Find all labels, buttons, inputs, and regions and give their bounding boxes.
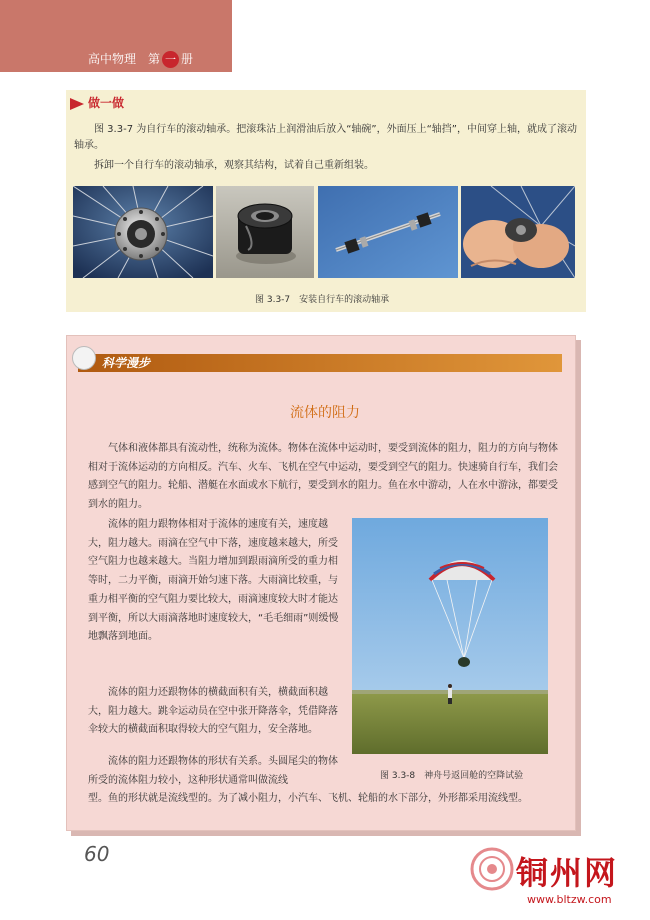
figure-caption-3-3-8: 图 3.3-8 神舟号返回舱的空降试验 xyxy=(380,771,524,781)
essay-paragraph-4b: 型。鱼的形状就是流线型的。为了减小阻力，小汽车、飞机、轮船的水下部分，外形都采用流线型。 xyxy=(88,793,528,804)
photo-hands-illustration xyxy=(461,186,575,278)
page-number: 60 xyxy=(84,842,110,866)
arrow-right-icon xyxy=(70,98,84,110)
essay-paragraph-4a: 流体的阻力还跟物体的形状有关系。头圆尾尖的物体所受的流体阻力较小，这种形状通常叫做流线 xyxy=(88,756,338,786)
photo-bearing-cup xyxy=(216,186,314,278)
book-title xyxy=(88,50,193,68)
watermark-logo xyxy=(470,847,514,891)
photo-parachute-test xyxy=(352,518,548,754)
photo-hands-assembling xyxy=(461,186,575,278)
figure-caption-3-3-7: 图 3.3-7 安装自行车的滚动轴承 xyxy=(255,295,390,305)
activity-paragraph-2: 拆卸一个自行车的滚动轴承，观察其结构，试着自己重新组装。 xyxy=(94,160,374,171)
essay-paragraph-1: 气体和液体都具有流动性，统称为流体。物体在流体中运动时，要受到流体的阻力，阻力的方向与物体相对于流体运动的方向相反。汽车、火车、飞机在空气中运动，要受到空气的阻力。快速骑自行车，我们会感到空气的阻力。轮船、潜艇在水面或水下航行，要受到水的阻力。鱼在水中游动，人在水中游泳，都要受到水的阻力。 xyxy=(88,443,558,511)
essay-paragraph-2: 流体的阻力跟物体相对于流体的速度有关，速度越大，阻力越大。雨滴在空气中下落，速度越来越大，所受空气阻力也越来越大。当阻力增加到跟雨滴所受的重力相等时，二力平衡，雨滴开始匀速下落。大雨滴比较重，与重力相平衡的空气阻力要比较大，雨滴速度较大时才能达到平衡，所以大雨滴落地时速度较大，“毛毛细雨”则缓慢地飘落到地面。 xyxy=(88,519,339,643)
photo-axle xyxy=(318,186,458,278)
essay-title: 流体的阻力 xyxy=(290,405,360,421)
section-label: 科学漫步 xyxy=(102,356,151,370)
photo-parachute-illustration xyxy=(352,518,548,754)
volume-mark: 一 xyxy=(162,51,179,68)
essay-paragraph-3: 流体的阻力还跟物体的横截面积有关，横截面积越大，阻力越大。跳伞运动员在空中张开降落伞，凭借降落伞较大的横截面积取得较大的空气阻力，安全落地。 xyxy=(88,687,338,736)
photo-axle-illustration xyxy=(318,186,458,278)
activity-paragraph-1: 图 3.3-7 为自行车的滚动轴承。把滚珠沾上润滑油后放入“轴碗”，外面压上“轴挡”，中间穿上轴，就成了滚动轴承。 xyxy=(74,124,577,151)
book-suffix: 册 xyxy=(181,52,194,66)
section-bar-knob xyxy=(72,346,96,370)
watermark-url: www.bltzw.com xyxy=(527,893,612,906)
book-prefix: 高中物理 第 xyxy=(88,52,161,66)
activity-title: 做一做 xyxy=(88,96,125,110)
section-bar xyxy=(78,354,562,372)
watermark-text: 铜州网 xyxy=(516,854,619,892)
photo-bearing-cup-illustration xyxy=(216,186,314,278)
photo-bike-hub xyxy=(73,186,213,278)
photo-bike-hub-illustration xyxy=(73,186,213,278)
activity-heading xyxy=(70,94,124,111)
